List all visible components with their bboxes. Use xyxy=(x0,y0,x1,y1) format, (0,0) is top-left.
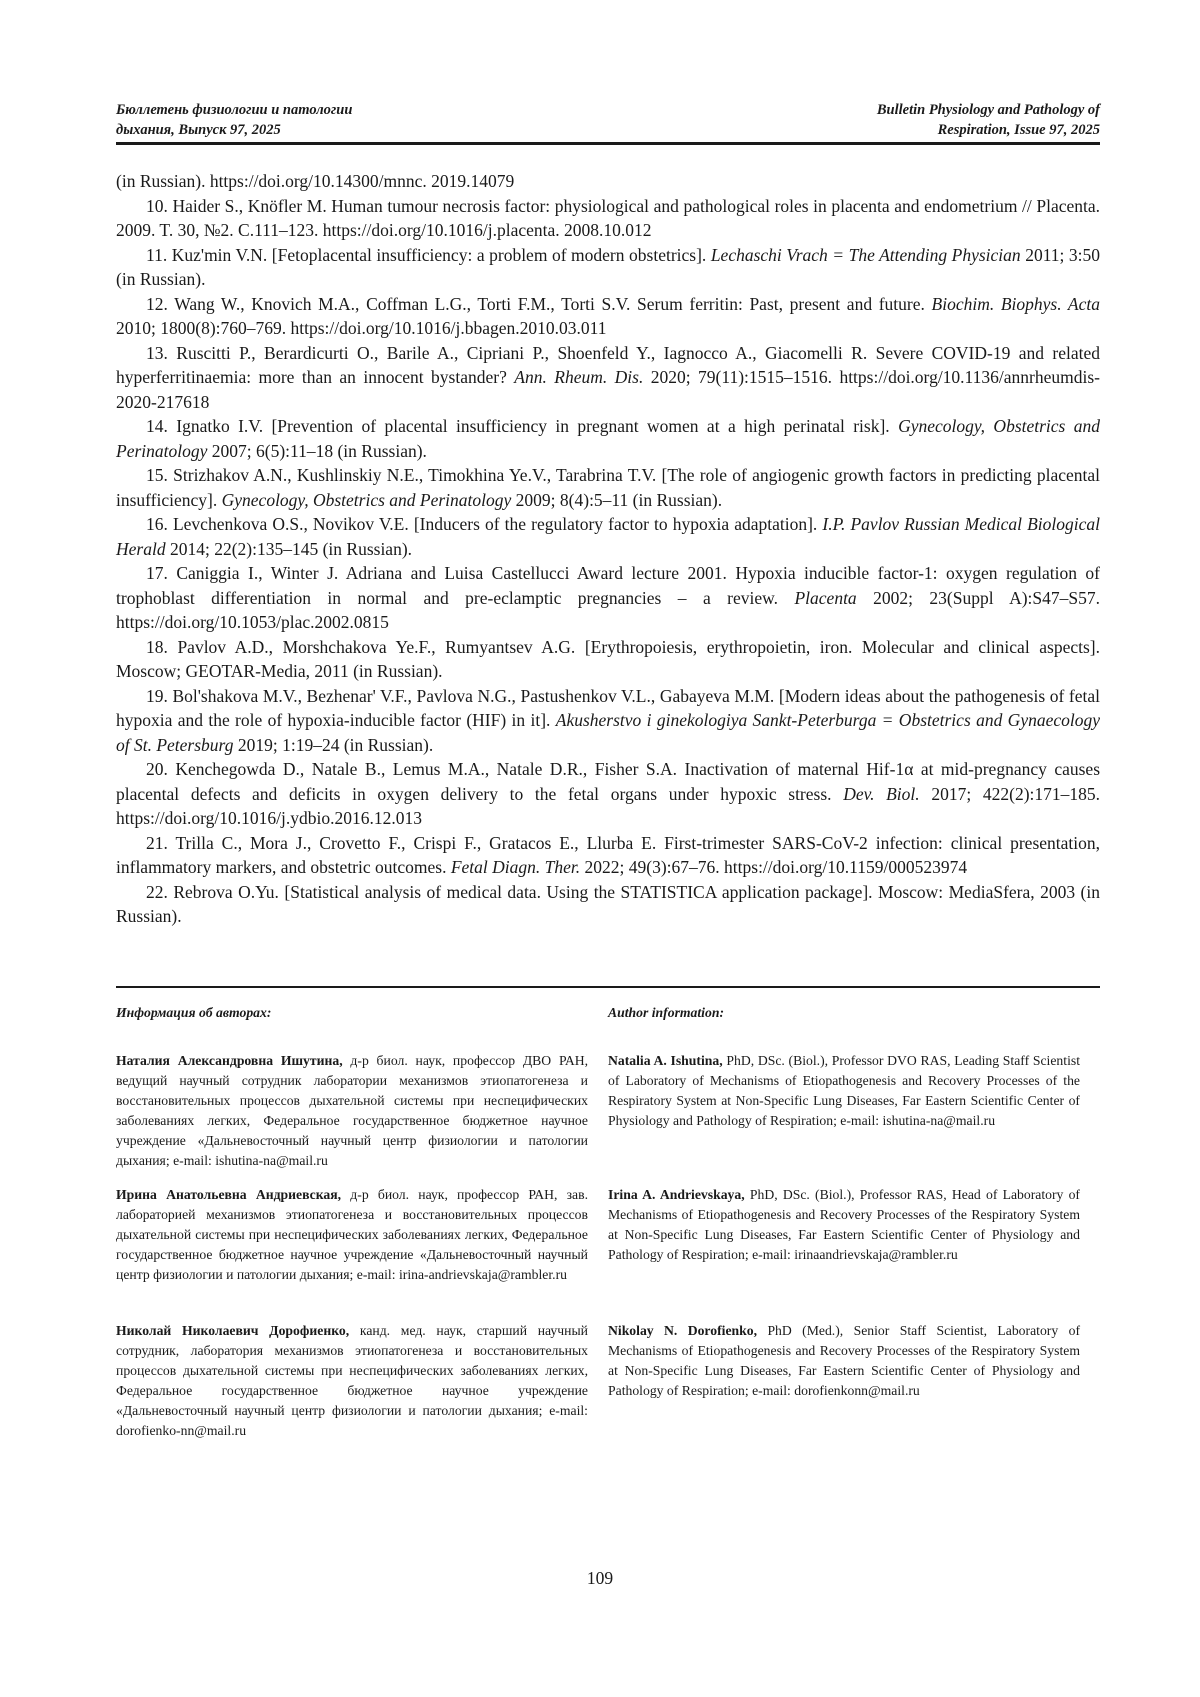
author-details: PhD (Med.), Senior Staff Scientist, Laboratory of Mechanisms of Etiopathogenesis and Recovery Processes of the Respiratory System at Non-Specific Lung Diseases, Far Eastern Scientific Center of Physiology and Pathology of Respiration; e-mail: dorofienkonn@mail.ru xyxy=(608,1323,1080,1398)
reference-text: Kuz'min V.N. [Fetoplacental insufficiency: a problem of modern obstetrics]. xyxy=(171,244,707,265)
reference-text: Wang W., Knovich M.A., Coffman L.G., Torti F.M., Torti S.V. Serum ferritin: Past, present and future. xyxy=(174,293,925,314)
reference-journal: Ann. Rheum. Dis. xyxy=(514,367,644,387)
header-left-line1: Бюллетень физиологии и патологии xyxy=(116,102,353,118)
reference-text: Caniggia I., Winter J. Adriana and Luisa Castellucci Award lecture 2001. Hypoxia inducible factor-1: oxygen regulation of trophoblast differentiation in normal and pre-eclamptic pregnancies – a review. xyxy=(116,563,1100,608)
reference-item xyxy=(116,635,1100,684)
reference-item xyxy=(116,561,1100,635)
author-name: Irina A. Andrievskaya, xyxy=(608,1187,745,1202)
reference-text: Pavlov A.D., Morshchakova Ye.F., Rumyantsev A.G. [Erythropoiesis, erythropoietin, iron. Molecular and clinical aspects]. Moscow; GEOTAR-Media, 2011 (in Russian). xyxy=(116,636,1100,681)
reference-number: 15. xyxy=(146,465,168,485)
reference-journal: Dev. Biol. xyxy=(843,783,920,804)
reference-journal: Gynecology, Obstetrics and Perinatology xyxy=(116,416,1101,461)
reference-text: Rebrova O.Yu. [Statistical analysis of medical data. Using the STATISTICA application package]. Moscow: MediaSfera, 2003 (in Russian). xyxy=(116,881,1100,926)
reference-item xyxy=(116,243,1100,292)
reference-number: 21. xyxy=(146,832,168,853)
reference-text: Trilla C., Mora J., Crovetto F., Crispi F., Gratacos E., Llurba E. First-trimester SARS-CoV-2 infection: clinical presentation, inflammatory markers, and obstetric outcomes. xyxy=(116,832,1101,877)
reference-tail: 2011; 3:50 (in Russian). xyxy=(116,244,1101,289)
reference-item xyxy=(116,880,1100,929)
reference-tail: 2022; 49(3):67–76. https://doi.org/10.1159/000523974 xyxy=(584,857,968,877)
reference-tail: 2010; 1800(8):760–769. https://doi.org/10.1016/j.bbagen.2010.03.011 xyxy=(116,318,607,338)
reference-tail: 2014; 22(2):135–145 (in Russian). xyxy=(169,538,413,559)
reference-tail: 2007; 6(5):11–18 (in Russian). xyxy=(211,440,427,461)
author-info-russian xyxy=(116,1003,589,1438)
reference-text: Levchenkova O.S., Novikov V.E. [Inducers of the regulatory factor to hypoxia adaptation]. xyxy=(172,514,818,534)
author-name: Natalia A. Ishutina, xyxy=(608,1053,723,1068)
header-right xyxy=(877,100,1100,140)
reference-number: 11. xyxy=(146,244,168,265)
reference-text: Strizhakov A.N., Kushlinskiy N.E., Timokhina Ye.V., Tarabrina T.V. [The role of angiogenic growth factors in predicting placental insufficiency]. xyxy=(116,465,1101,510)
reference-tail: 2009; 8(4):5–11 (in Russian). xyxy=(515,489,723,510)
reference-text: Kenchegowda D., Natale B., Lemus M.A., Natale D.R., Fisher S.A. Inactivation of maternal Hif-1α at mid-pregnancy causes placental defects and deficits in oxygen delivery to the fetal organs under hypoxic stress. xyxy=(116,759,1100,804)
author-entry xyxy=(116,1185,588,1285)
reference-number: 22. xyxy=(146,881,168,902)
author-entry xyxy=(608,1321,1080,1401)
reference-item xyxy=(116,684,1100,758)
author-name: Наталия Александровна Ишутина, xyxy=(116,1053,343,1068)
author-details: PhD, DSc. (Biol.), Professor RAS, Head of Laboratory of Mechanisms of Etiopathogenesis and Recovery Processes of the Respiratory System at Non-Specific Lung Diseases, Far Eastern Scientific Center of Physiology and Pathology of Respiration; e-mail: irinaandrievskaja@rambler.ru xyxy=(608,1187,1080,1262)
author-entry xyxy=(608,1185,1080,1265)
reference-number: 18. xyxy=(146,636,168,657)
author-info-title-ru: Информация об авторах: xyxy=(116,1005,272,1020)
reference-item xyxy=(116,831,1100,880)
reference-number: 12. xyxy=(146,293,168,314)
section-divider xyxy=(116,986,1100,988)
running-header xyxy=(116,100,1100,145)
reference-item xyxy=(116,463,1100,512)
reference-text: Bol'shakova M.V., Bezhenar' V.F., Pavlova N.G., Pastushenkov V.L., Gabayeva M.M. [Modern ideas about the pathogenesis of fetal hypoxia and the role of hypoxia-inducible factor (HIF) in it]. xyxy=(116,685,1101,730)
reference-number: 16. xyxy=(146,514,168,534)
reference-tail: 2020; 79(11):1515–1516. https://doi.org/10.1136/annrheumdis-2020-217618 xyxy=(116,367,1100,412)
reference-text: Haider S., Knöfler M. Human tumour necrosis factor: physiological and pathological roles in placenta and endometrium // Placenta. 2009. T. 30, №2. C.111–123. https://doi.org/10.1016/j.placenta. 2008.10.012 xyxy=(116,195,1101,240)
reference-item xyxy=(116,292,1100,341)
reference-item xyxy=(116,341,1100,415)
author-entry xyxy=(608,1051,1080,1131)
reference-tail: 2002; 23(Suppl A):S47–S57. https://doi.org/10.1053/plac.2002.0815 xyxy=(116,587,1100,632)
reference-journal: Fetal Diagn. Ther. xyxy=(450,857,581,877)
reference-number: 20. xyxy=(146,759,168,779)
reference-list xyxy=(116,169,1100,929)
reference-item xyxy=(116,169,1100,194)
reference-item xyxy=(116,512,1100,561)
author-name: Nikolay N. Dorofienko, xyxy=(608,1323,758,1338)
author-info-title-en: Author information: xyxy=(608,1005,725,1020)
author-info-english xyxy=(608,1003,1080,1398)
author-name: Ирина Анатольевна Андриевская, xyxy=(116,1187,342,1202)
reference-item xyxy=(116,757,1100,831)
header-right-line2: Respiration, Issue 97, 2025 xyxy=(937,122,1100,138)
reference-text: Ruscitti P., Berardicurti O., Barile A., Cipriani P., Shoenfeld Y., Iagnocco A., Giacomelli R. Severe COVID-19 and related hyperferritinaemia: more than an innocent bystander? xyxy=(116,342,1101,387)
header-right-line1: Bulletin Physiology and Pathology of xyxy=(876,102,1100,118)
author-details: д-р биол. наук, профессор ДВО РАН, ведущий научный сотрудник лаборатории механизмов этиопатогенеза и восстановительных процессов дыхательной системы при неспецифических заболеваниях легких, Федеральное государственное бюджетное научное учреждение «Дальневосточный научный центр физиологии и патологии дыхания; e-mail: ishutina-na@mail.ru xyxy=(116,1053,589,1168)
author-details: PhD, DSc. (Biol.), Professor DVO RAS, Leading Staff Scientist of Laboratory of Mechanisms of Etiopathogenesis and Recovery Processes of the Respiratory System at Non-Specific Lung Diseases, Far Eastern Scientific Center of Physiology and Pathology of Respiration; e-mail: ishutina-na@mail.ru xyxy=(608,1053,1080,1128)
reference-journal: Placenta xyxy=(794,587,857,608)
reference-journal: Gynecology, Obstetrics and Perinatology xyxy=(221,489,512,510)
header-left-line2: дыхания, Выпуск 97, 2025 xyxy=(116,122,281,138)
reference-item xyxy=(116,414,1100,463)
reference-number: 14. xyxy=(146,416,168,436)
author-details: д-р биол. наук, профессор РАН, зав. лабораторией механизмов этиопатогенеза и восстановительных процессов дыхательной системы при неспецифических заболеваниях легких, Федеральное государственное бюджетное научное учреждение «Дальневосточный научный центр физиологии и патологии дыхания; e-mail: irina-andrievskaja@rambler.ru xyxy=(116,1187,588,1282)
reference-number: 10. xyxy=(146,195,168,216)
header-left xyxy=(116,100,352,140)
reference-text: Ignatko I.V. [Prevention of placental insufficiency in pregnant women at a high perinatal risk]. xyxy=(176,416,890,436)
reference-journal: Akusherstvo i ginekologiya Sankt-Peterburga = Obstetrics and Gynaecology of St. Petersburg xyxy=(116,710,1100,755)
author-entry xyxy=(116,1051,588,1171)
author-entry xyxy=(116,1321,588,1441)
reference-item xyxy=(116,194,1100,243)
reference-journal: I.P. Pavlov Russian Medical Biological Herald xyxy=(116,514,1101,559)
author-details: канд. мед. наук, старший научный сотрудник, лаборатория механизмов этиопатогенеза и восстановительных процессов дыхательной системы при неспецифических заболеваниях легких, Федеральное государственное бюджетное научное учреждение «Дальневосточный научный центр физиологии и патологии дыхания; e-mail: dorofienko-nn@mail.ru xyxy=(116,1323,588,1438)
reference-number: 19. xyxy=(146,685,168,706)
reference-tail: 2017; 422(2):171–185. https://doi.org/10.1016/j.ydbio.2016.12.013 xyxy=(116,783,1101,828)
reference-number: 17. xyxy=(146,563,168,583)
reference-journal: Biochim. Biophys. Acta xyxy=(931,293,1100,314)
author-name: Николай Николаевич Дорофиенко, xyxy=(116,1323,350,1338)
reference-tail: 2019; 1:19–24 (in Russian). xyxy=(237,734,434,755)
reference-text: (in Russian). https://doi.org/10.14300/mnnc. 2019.14079 xyxy=(116,171,515,191)
page-number: 109 xyxy=(586,1568,614,1588)
reference-journal: Lechaschi Vrach = The Attending Physician xyxy=(710,244,1021,265)
reference-number: 13. xyxy=(146,342,168,363)
